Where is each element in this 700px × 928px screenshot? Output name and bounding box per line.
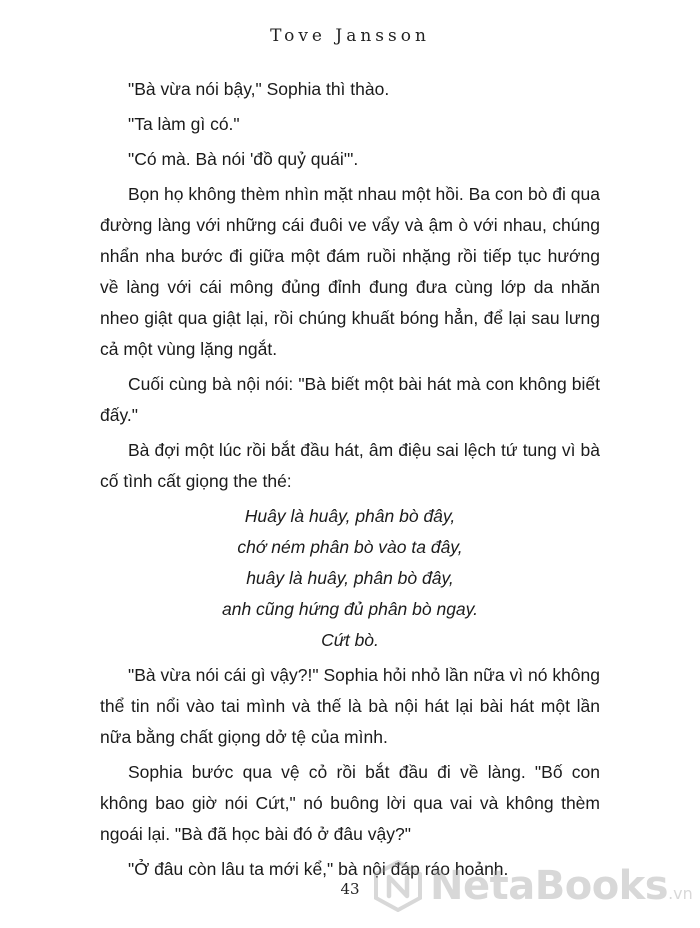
watermark-domain-suffix: .vn — [668, 884, 693, 903]
paragraph: Bọn họ không thèm nhìn mặt nhau một hồi. Ba con bò đi qua đường làng với những cái đuôi ve vẩy và ậm ò với nhau, chúng nhẩn nha bước đi giữa một đám ruồi nhặng rồi tiếp tục hướng về làng với cái mông đủng đỉnh đung đưa cùng lớp da nhăn nheo giật qua giật lại, rồi chúng khuất bóng hẳn, để lại sau lưng cả một vùng lặng ngắt. — [100, 184, 600, 359]
running-header: Tove Jansson — [270, 26, 430, 46]
netabooks-logo-icon — [372, 860, 424, 912]
page-number: 43 — [340, 880, 360, 898]
poem-line: Huây là huây, phân bò đây, — [244, 506, 456, 526]
paragraph: "Có mà. Bà nói 'đồ quỷ quái'". — [128, 149, 359, 169]
paragraph: "Bà vừa nói bậy," Sophia thì thào. — [128, 79, 390, 99]
paragraph: "Ở đâu còn lâu ta mới kể," bà nội đáp ráo hoảnh. — [128, 859, 509, 879]
poem-line: chớ ném phân bò vào ta đây, — [237, 537, 463, 557]
song-lyrics — [100, 501, 600, 656]
paragraph: Cuối cùng bà nội nói: "Bà biết một bài hát mà con không biết đấy." — [100, 374, 600, 425]
book-page-text — [100, 74, 600, 889]
watermark-brand — [430, 860, 693, 920]
paragraph: Bà đợi một lúc rồi bắt đầu hát, âm điệu sai lệch tứ tung vì bà cố tình cất giọng the thé: — [100, 440, 600, 491]
paragraph: Sophia bước qua vệ cỏ rồi bắt đầu đi về làng. "Bố con không bao giờ nói Cứt," nó buông lời qua vai và không thèm ngoái lại. "Bà đã học bài đó ở đâu vậy?" — [100, 762, 600, 844]
poem-line: Cứt bò. — [321, 630, 379, 650]
poem-line: huây là huây, phân bò đây, — [246, 568, 454, 588]
publisher-watermark — [372, 856, 694, 916]
paragraph: "Ta làm gì có." — [128, 114, 240, 134]
watermark-brand-name: NetaBooks — [430, 863, 669, 909]
poem-line: anh cũng hứng đủ phân bò ngay. — [222, 599, 478, 619]
paragraph: "Bà vừa nói cái gì vậy?!" Sophia hỏi nhỏ lần nữa vì nó không thể tin nổi vào tai mình và thế là bà nội hát lại bài hát một lần nữa bằng chất giọng dở tệ của mình. — [100, 665, 600, 747]
